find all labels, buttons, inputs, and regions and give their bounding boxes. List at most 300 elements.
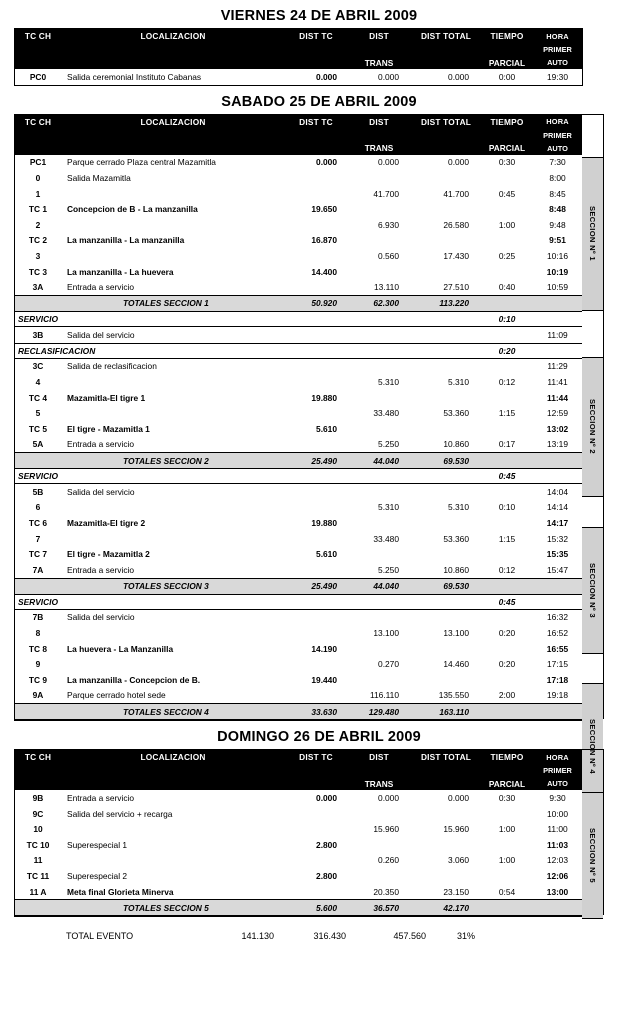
cell-tiempo: 0:00 <box>498 71 516 82</box>
table-row <box>15 500 582 516</box>
cell-dist-total: 5.310 <box>448 502 469 513</box>
servicio-label: SERVICIO <box>15 594 285 609</box>
cell-dist-trans: 6.930 <box>378 219 399 230</box>
cell-dist-total: 53.360 <box>443 408 469 419</box>
servicio-trans <box>347 469 411 484</box>
header-dist-total: DIST TOTAL <box>411 115 481 129</box>
cell-dist-tc <box>285 531 347 547</box>
cell-tiempo <box>481 233 533 249</box>
table-row <box>15 201 582 217</box>
cell-hora: 11:00 <box>547 824 568 835</box>
cell-dist-trans <box>347 837 411 853</box>
cell-localizacion: Superespecial 1 <box>67 839 128 850</box>
cell-dist-tc: 5.610 <box>316 423 337 434</box>
cell-dist-tc <box>285 186 347 202</box>
cell-hora: 11:44 <box>547 392 568 403</box>
cell-tc-ch: 11 <box>33 855 43 866</box>
cell-tc-ch: 8 <box>35 628 41 639</box>
cell-dist-tc <box>285 405 347 421</box>
cell-dist-total: 15.960 <box>443 824 469 835</box>
cell-dist-total: 10.860 <box>443 439 469 450</box>
table-row <box>15 405 582 421</box>
cell-hora: 11:03 <box>547 839 568 850</box>
cell-tc-ch: TC 3 <box>28 266 48 277</box>
cell-dist-trans: 116.110 <box>369 690 399 701</box>
cell-dist-trans: 0.560 <box>378 250 399 261</box>
cell-dist-trans <box>347 672 411 688</box>
total-evento-label: TOTAL EVENTO <box>66 931 134 942</box>
cell-tc-ch: 11 A <box>29 886 47 897</box>
cell-tc-ch: TC 5 <box>28 423 48 434</box>
cell-dist-tc: 0.000 <box>316 157 337 168</box>
cell-tiempo <box>481 806 533 822</box>
cell-dist-total: 5.310 <box>448 376 469 387</box>
servicio-total <box>411 311 481 326</box>
cell-dist-trans <box>347 484 411 500</box>
cell-dist-total <box>411 421 481 437</box>
cell-tiempo <box>481 484 533 500</box>
schedule-table-friday <box>15 29 582 85</box>
cell-tiempo: 0:54 <box>498 886 516 897</box>
cell-dist-tc <box>285 806 347 822</box>
cell-dist-total <box>411 390 481 406</box>
cell-localizacion <box>61 374 285 390</box>
table-header-row-3 <box>15 777 582 790</box>
cell-tiempo: 0:12 <box>498 564 516 575</box>
totals-row <box>15 900 582 916</box>
cell-tc-ch: TC 11 <box>26 870 50 881</box>
totals-hora <box>533 453 582 469</box>
cell-dist-trans: 33.480 <box>373 408 399 419</box>
cell-localizacion: La manzanilla - La manzanilla <box>67 235 185 246</box>
cell-dist-total <box>411 672 481 688</box>
table-row <box>15 837 582 853</box>
table-header-row-2 <box>15 764 582 777</box>
cell-localizacion: Mazamitla-El tigre 2 <box>67 518 146 529</box>
table-row <box>15 233 582 249</box>
header-hora: HORA <box>533 115 582 129</box>
totals-row <box>15 453 582 469</box>
cell-tc-ch: 7B <box>32 612 44 623</box>
cell-localizacion: Salida del servicio + recarga <box>67 808 173 819</box>
cell-dist-trans <box>347 358 411 374</box>
cell-tiempo: 1:15 <box>498 408 516 419</box>
cell-hora: 14:04 <box>547 486 568 497</box>
cell-localizacion: Parque cerrado Plaza central Mazamitla <box>67 157 216 168</box>
cell-dist-trans: 0.270 <box>378 659 399 670</box>
table-row <box>15 884 582 900</box>
servicio-row <box>15 594 582 609</box>
totals-trans: 129.480 <box>347 704 411 720</box>
cell-dist-total <box>411 201 481 217</box>
header-tc-ch: TC CH <box>15 29 61 43</box>
totals-dist-tc: 50.920 <box>285 295 347 311</box>
table-row <box>15 531 582 547</box>
cell-tiempo <box>481 672 533 688</box>
cell-tiempo: 0:25 <box>498 250 516 261</box>
table-row <box>15 421 582 437</box>
header-trans: TRANS <box>347 142 411 155</box>
header-dist-tc: DIST TC <box>285 750 347 764</box>
cell-hora: 14:17 <box>546 518 569 529</box>
cell-tiempo <box>481 358 533 374</box>
cell-dist-total <box>411 264 481 280</box>
cell-tc-ch: PC0 <box>29 71 47 82</box>
cell-dist-total <box>411 484 481 500</box>
cell-localizacion: Superespecial 2 <box>67 870 128 881</box>
header-dist-tc: DIST TC <box>285 29 347 43</box>
table-body-friday <box>15 69 582 85</box>
section-labels-saturday <box>582 114 604 774</box>
cell-dist-trans: 33.480 <box>373 533 399 544</box>
cell-hora: 15:47 <box>547 564 568 575</box>
cell-dist-tc <box>285 562 347 578</box>
table-row <box>15 248 582 264</box>
cell-hora: 17:15 <box>547 659 568 670</box>
cell-tiempo <box>481 421 533 437</box>
header-hora: HORA <box>533 29 582 43</box>
cell-dist-total <box>411 170 481 186</box>
cell-dist-total: 26.580 <box>443 219 469 230</box>
cell-dist-tc: 2.800 <box>316 870 337 881</box>
cell-tiempo <box>481 837 533 853</box>
cell-localizacion <box>61 186 285 202</box>
servicio-trans <box>347 594 411 609</box>
cell-dist-total <box>411 868 481 884</box>
table-header-row-3 <box>15 142 582 155</box>
cell-dist-trans <box>347 546 411 562</box>
servicio-hora <box>533 311 582 326</box>
totals-tiempo <box>481 578 533 594</box>
cell-localizacion <box>61 248 285 264</box>
totals-tc <box>15 295 61 311</box>
cell-hora: 13:02 <box>546 423 569 434</box>
cell-tiempo <box>481 868 533 884</box>
cell-dist-total <box>411 546 481 562</box>
table-header-row <box>15 115 582 129</box>
section-label: SECCION Nº 4 <box>582 683 603 810</box>
cell-dist-trans: 0.260 <box>378 855 399 866</box>
table-row <box>15 374 582 390</box>
cell-tiempo <box>481 264 533 280</box>
cell-hora: 8:45 <box>549 188 566 199</box>
totals-dist-total: 69.530 <box>411 578 481 594</box>
cell-tc-ch: TC 9 <box>28 674 48 685</box>
cell-localizacion: Meta final Glorieta Minerva <box>67 886 174 897</box>
cell-hora: 13:19 <box>547 439 568 450</box>
totals-trans: 62.300 <box>347 295 411 311</box>
cell-localizacion <box>61 853 285 869</box>
totals-dist-tc: 25.490 <box>285 453 347 469</box>
servicio-row <box>15 469 582 484</box>
cell-dist-total <box>411 326 481 343</box>
table-header-row-3 <box>15 56 582 69</box>
cell-dist-tc <box>285 279 347 295</box>
cell-tc-ch: 9B <box>32 793 44 804</box>
cell-dist-tc <box>285 609 347 625</box>
table-row <box>15 806 582 822</box>
cell-dist-trans: 5.310 <box>378 376 399 387</box>
cell-dist-trans <box>347 233 411 249</box>
cell-dist-total: 23.150 <box>443 886 469 897</box>
table-row <box>15 170 582 186</box>
table-row <box>15 69 582 85</box>
servicio-row <box>15 343 582 358</box>
header-hora: HORA <box>533 750 582 764</box>
cell-localizacion: Salida Mazamitla <box>67 172 131 183</box>
cell-dist-total: 0.000 <box>448 71 469 82</box>
cell-tc-ch: 4 <box>35 376 41 387</box>
cell-tiempo <box>481 546 533 562</box>
table-row <box>15 562 582 578</box>
cell-hora: 8:00 <box>549 172 566 183</box>
cell-dist-tc: 2.800 <box>316 839 337 850</box>
cell-tc-ch: 5B <box>32 486 44 497</box>
totals-label: TOTALES SECCION 2 <box>61 453 285 469</box>
cell-localizacion <box>61 500 285 516</box>
table-header-row <box>15 29 582 43</box>
cell-localizacion: La manzanilla - La huevera <box>67 266 174 277</box>
cell-localizacion: Entrada a servicio <box>67 282 135 293</box>
cell-tiempo: 0:30 <box>498 793 516 804</box>
cell-dist-total: 0.000 <box>448 157 469 168</box>
cell-tc-ch: 1 <box>35 188 41 199</box>
cell-dist-tc <box>285 656 347 672</box>
cell-localizacion: Salida del servicio <box>67 486 135 497</box>
cell-tiempo: 0:10 <box>498 502 516 513</box>
table-row <box>15 790 582 806</box>
cell-dist-tc: 19.440 <box>311 674 337 685</box>
table-row <box>15 546 582 562</box>
servicio-total <box>411 469 481 484</box>
cell-hora: 8:48 <box>549 204 566 215</box>
cell-dist-total <box>411 515 481 531</box>
table-body-saturday <box>15 155 582 720</box>
cell-hora: 13:00 <box>546 886 569 897</box>
totals-label: TOTALES SECCION 5 <box>61 900 285 916</box>
servicio-hora <box>533 469 582 484</box>
servicio-row <box>15 311 582 326</box>
cell-dist-tc <box>285 248 347 264</box>
totals-tc <box>15 704 61 720</box>
header-trans: TRANS <box>347 777 411 790</box>
cell-dist-trans: 20.350 <box>373 886 399 897</box>
day-title-sunday: DOMINGO 26 DE ABRIL 2009 <box>217 729 421 746</box>
cell-tc-ch: 3A <box>32 282 44 293</box>
totals-trans: 44.040 <box>347 453 411 469</box>
cell-hora: 16:55 <box>546 643 569 654</box>
cell-localizacion: Entrada a servicio <box>67 439 135 450</box>
cell-dist-tc <box>285 437 347 453</box>
cell-localizacion: Entrada a servicio <box>67 564 135 575</box>
servicio-trans <box>347 311 411 326</box>
table-header-row <box>15 750 582 764</box>
cell-tc-ch: 9 <box>35 659 41 670</box>
cell-dist-trans <box>347 868 411 884</box>
section-label: SECCION Nº 1 <box>582 157 603 311</box>
table-row <box>15 515 582 531</box>
servicio-dist-tc <box>285 343 347 358</box>
cell-dist-trans <box>347 515 411 531</box>
totals-dist-tc: 5.600 <box>285 900 347 916</box>
cell-dist-tc <box>285 821 347 837</box>
servicio-hora <box>533 343 582 358</box>
totals-dist-total: 69.530 <box>411 453 481 469</box>
totals-trans: 36.570 <box>347 900 411 916</box>
cell-hora: 10:19 <box>546 266 569 277</box>
table-row <box>15 625 582 641</box>
cell-localizacion: La huevera - La Manzanilla <box>67 643 174 654</box>
cell-dist-trans <box>347 390 411 406</box>
cell-hora: 14:14 <box>547 502 568 513</box>
header-dist: DIST <box>347 750 411 764</box>
cell-dist-total: 27.510 <box>443 282 469 293</box>
totals-tiempo <box>481 295 533 311</box>
table-row <box>15 484 582 500</box>
header-localizacion: LOCALIZACION <box>61 115 285 129</box>
cell-dist-trans: 0.000 <box>378 71 399 82</box>
header-auto: AUTO <box>533 56 582 69</box>
cell-dist-tc: 14.190 <box>311 643 337 654</box>
cell-localizacion <box>61 656 285 672</box>
cell-dist-trans: 15.960 <box>373 824 399 835</box>
table-row <box>15 186 582 202</box>
cell-localizacion <box>61 821 285 837</box>
cell-dist-tc <box>285 484 347 500</box>
servicio-tiempo: 0:10 <box>481 311 533 326</box>
cell-hora: 11:29 <box>547 361 568 372</box>
cell-tc-ch: TC 7 <box>28 549 48 560</box>
cell-hora: 15:32 <box>547 533 568 544</box>
cell-localizacion: Mazamitla-El tigre 1 <box>67 392 146 403</box>
totals-row <box>15 704 582 720</box>
header-auto: AUTO <box>533 142 582 155</box>
totals-tc <box>15 453 61 469</box>
servicio-tiempo: 0:20 <box>481 343 533 358</box>
cell-dist-trans: 5.250 <box>378 564 399 575</box>
cell-tiempo: 0:30 <box>498 157 516 168</box>
cell-dist-trans <box>347 641 411 657</box>
cell-tc-ch: TC 2 <box>28 235 48 246</box>
cell-tc-ch: 9C <box>32 808 44 819</box>
cell-tc-ch: 2 <box>35 219 41 230</box>
cell-tiempo: 1:00 <box>498 855 516 866</box>
table-row <box>15 155 582 171</box>
cell-dist-tc: 5.610 <box>316 549 337 560</box>
cell-hora: 7:30 <box>549 157 566 168</box>
servicio-label: SERVICIO <box>15 311 285 326</box>
cell-hora: 9:48 <box>549 219 566 230</box>
cell-dist-trans: 13.100 <box>373 628 399 639</box>
cell-tiempo <box>481 515 533 531</box>
servicio-hora <box>533 594 582 609</box>
cell-dist-total <box>411 609 481 625</box>
cell-tc-ch: 3C <box>32 361 44 372</box>
cell-dist-tc: 19.650 <box>311 204 337 215</box>
total-evento-row <box>14 931 624 941</box>
table-header-row-2 <box>15 43 582 56</box>
header-localizacion: LOCALIZACION <box>61 29 285 43</box>
cell-dist-tc: 16.870 <box>311 235 337 246</box>
cell-dist-total <box>411 233 481 249</box>
cell-tiempo: 1:15 <box>498 533 516 544</box>
header-tiempo: TIEMPO <box>481 750 533 764</box>
servicio-dist-tc <box>285 594 347 609</box>
cell-dist-trans <box>347 326 411 343</box>
table-row <box>15 641 582 657</box>
totals-tc <box>15 578 61 594</box>
cell-dist-total: 17.430 <box>443 250 469 261</box>
table-row <box>15 853 582 869</box>
cell-hora: 15:35 <box>546 549 569 560</box>
header-localizacion: LOCALIZACION <box>61 750 285 764</box>
header-primer: PRIMER <box>533 129 582 142</box>
totals-hora <box>533 295 582 311</box>
cell-tiempo <box>481 201 533 217</box>
cell-dist-total <box>411 358 481 374</box>
cell-tiempo: 0:20 <box>498 659 516 670</box>
header-tc-ch: TC CH <box>15 750 61 764</box>
section-label: SECCION Nº 3 <box>582 527 603 654</box>
totals-dist-total: 113.220 <box>411 295 481 311</box>
cell-localizacion: El tigre - Mazamitla 2 <box>67 549 150 560</box>
cell-localizacion: Entrada a servicio <box>67 793 135 804</box>
cell-tc-ch: 9A <box>32 690 44 701</box>
cell-tiempo: 0:45 <box>498 188 516 199</box>
servicio-total <box>411 594 481 609</box>
cell-tc-ch: 10 <box>33 824 43 835</box>
cell-hora: 10:59 <box>547 282 568 293</box>
cell-tiempo <box>481 170 533 186</box>
cell-tc-ch: 3 <box>35 250 41 261</box>
total-evento-total: 457.560 <box>393 931 426 942</box>
header-trans: TRANS <box>347 56 411 69</box>
schedule-block-friday <box>14 28 624 86</box>
cell-localizacion: Salida ceremonial Instituto Cabanas <box>67 71 202 82</box>
cell-localizacion: Concepcion de B - La manzanilla <box>67 204 198 215</box>
servicio-label: RECLASIFICACION <box>15 343 285 358</box>
header-tc-ch: TC CH <box>15 115 61 129</box>
cell-tc-ch: 7A <box>32 564 44 575</box>
cell-dist-tc <box>285 884 347 900</box>
cell-tc-ch: TC 6 <box>28 518 48 529</box>
cell-dist-tc <box>285 625 347 641</box>
header-parcial: PARCIAL <box>481 56 533 69</box>
table-row <box>15 217 582 233</box>
cell-dist-tc <box>285 374 347 390</box>
totals-label: TOTALES SECCION 4 <box>61 704 285 720</box>
header-dist-tc: DIST TC <box>285 115 347 129</box>
cell-hora: 11:09 <box>547 329 568 340</box>
table-body-sunday <box>15 790 582 916</box>
cell-dist-trans: 0.000 <box>378 793 399 804</box>
cell-dist-tc <box>285 853 347 869</box>
header-parcial: PARCIAL <box>481 142 533 155</box>
cell-tiempo: 2:00 <box>498 690 516 701</box>
header-tiempo: TIEMPO <box>481 29 533 43</box>
table-row <box>15 390 582 406</box>
cell-tiempo <box>481 390 533 406</box>
totals-dist-tc: 33.630 <box>285 704 347 720</box>
totals-dist-total: 163.110 <box>411 704 481 720</box>
table-row <box>15 326 582 343</box>
cell-dist-trans: 13.110 <box>374 282 399 293</box>
cell-dist-total: 0.000 <box>448 793 469 804</box>
cell-dist-trans <box>347 609 411 625</box>
cell-dist-trans <box>347 421 411 437</box>
cell-dist-total: 41.700 <box>443 188 469 199</box>
cell-dist-tc <box>285 326 347 343</box>
